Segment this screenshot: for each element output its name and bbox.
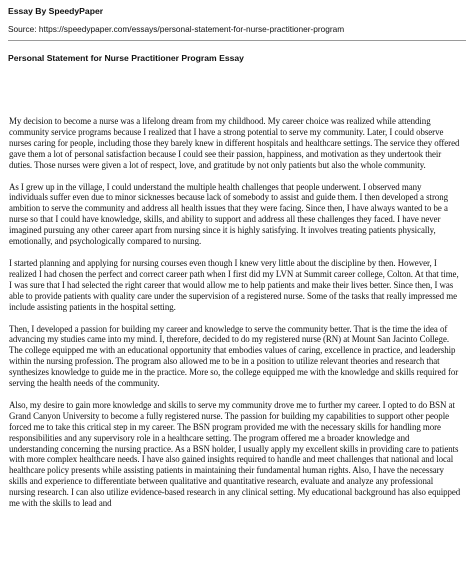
essay-title: Personal Statement for Nurse Practitioner Program Essay (8, 53, 244, 63)
essay-body (9, 116, 461, 520)
essay-paragraph: As I grew up in the village, I could understand the multiple health challenges that people underwent. I observed many individuals suffer even due to minor sicknesses because lack of somebody to assist and guide them. I then developed a strong ambition to serve the community and address all health issues that they were facing. Since then, I have always wanted to be a nurse so that I could have knowledge, skills, and ability to support and address all these challenges they faced. I have never imagined pursuing any other career apart from nursing since it is highly satisfying. It involves treating patients physically, emotionally, and psychologically compared to nursing. (9, 181, 449, 247)
essay-paragraph: I started planning and applying for nursing courses even though I knew very little about the discipline by then. However, I realized I had chosen the perfect and correct career path when I first did my LVN at Summit career college, Colton. At that time, I was sure that I had selected the right career that would allow me to help patients and make their lives better. Since then, I was able to provide patients with quality care under the supervision of a registered nurse. Some of the tasks that really impressed me include assisting patients in the hospital setting. (9, 257, 459, 312)
essay-paragraph: Then, I developed a passion for building my career and knowledge to serve the community better. That is the time the idea of advancing my studies came into my mind. I, therefore, decided to do my registered nurse (RN) at Mount San Jacinto College. The college equipped me with an educational opportunity that embodies values of caring, excellence in practice, and leadership within the nursing profession. The program also allowed me to be in a position to utilize relevant theories and research that synthesizes knowledge to guide me in the practice. More so, the college equipped me with the knowledge and skills required for serving the health needs of the community. (9, 323, 459, 389)
essay-paragraph: Also, my desire to gain more knowledge and skills to serve my community drove me to further my career. I opted to do BSN at Grand Canyon University to become a fully registered nurse. The passion for building my capabilities to support other people forced me to take this critical step in my career. The BSN program provided me with the necessary skills for handling more responsibilities and any supervisory role in a healthcare setting. The program offered me a broader knowledge and understanding concerning the nursing practice. As a BSN holder, I usually apply my excellent skills in providing care to patients with more complex healthcare needs. I have also gained insights required to handle and meet challenges that national and local healthcare policy presents while assisting patients in maintaining their fundamental human rights. Also, I have the necessary skills and experience to differentiate between qualitative and quantitative research, evaluate and analyze any professional nursing research. I can also utilize evidence-based research in any clinical setting. My educational background has also equipped me with the skills to lead and (9, 399, 461, 509)
essay-paragraph: My decision to become a nurse was a lifelong dream from my childhood. My career choice was realized while attending community service programs because I realized that I have a strong potential to serve my community. Later, I could observe nurses caring for people, including those they barely knew in different hospitals and healthcare settings. The service they offered gave them a lot of personal satisfaction because I could see their passion, happiness, and motivation as they undertook their duties. Those nurses were given a lot of respect, love, and gratitude by not only patients but also the whole community. (9, 116, 460, 170)
brand-label: Essay By SpeedyPaper (8, 6, 104, 16)
header-divider (8, 40, 466, 41)
source-url[interactable]: Source: https://speedypaper.com/essays/personal-statement-for-nurse-practitioner-program (8, 24, 345, 34)
